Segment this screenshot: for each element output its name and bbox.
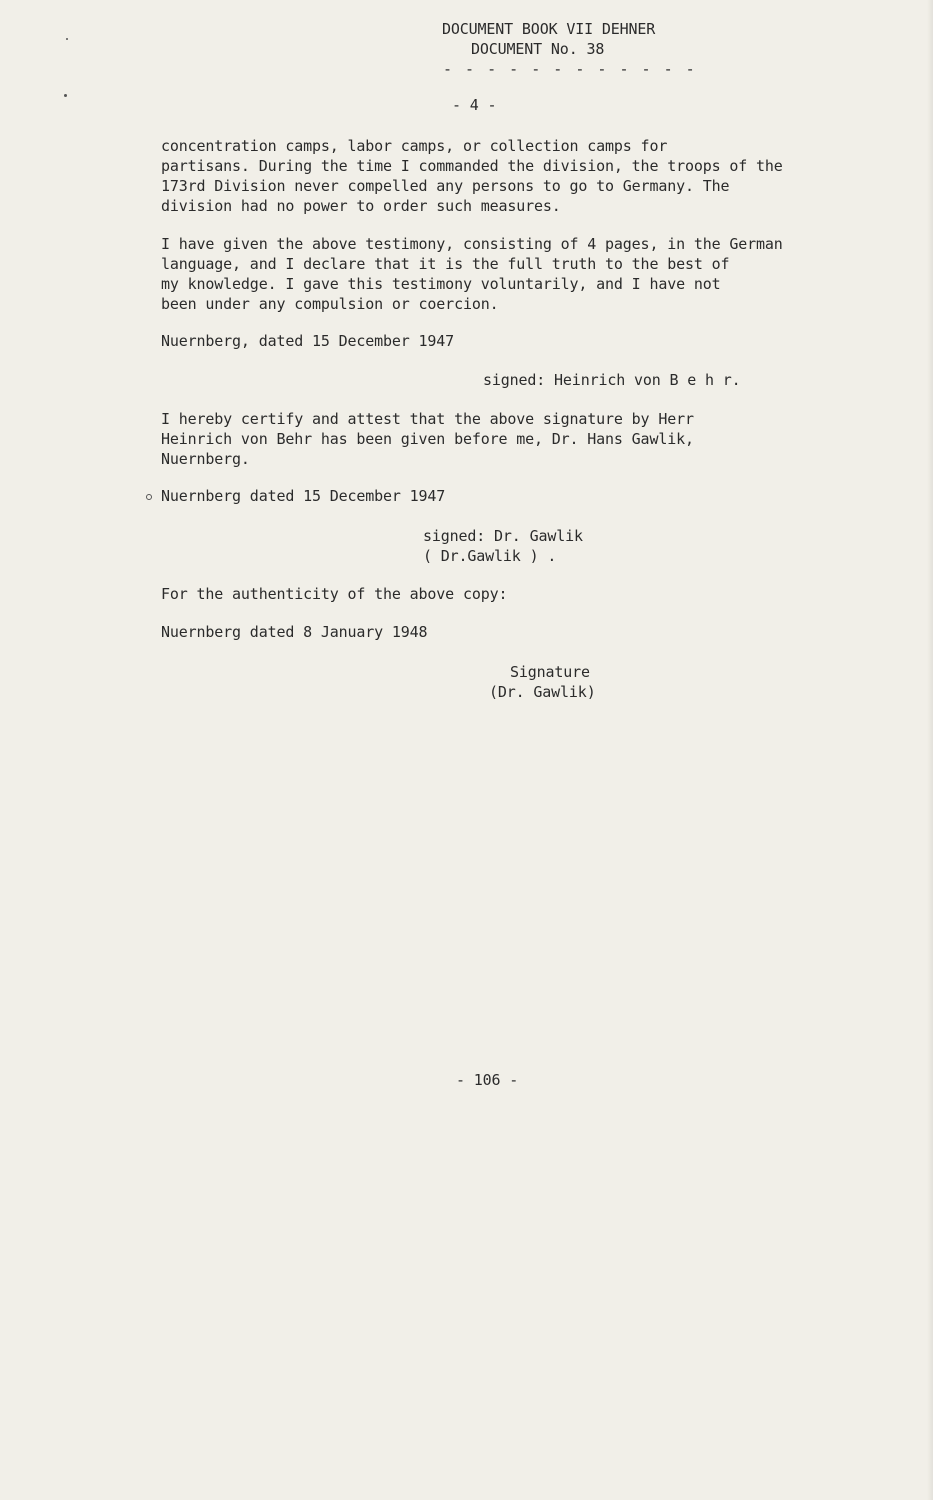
text-line: my knowledge. I gave this testimony voluntarily, and I have not — [161, 275, 721, 293]
text-line: I hereby certify and attest that the above signature by Herr — [161, 410, 694, 428]
scan-speck — [66, 38, 68, 40]
scan-speck — [146, 494, 152, 500]
header-rule: - - - - - - - - - - - - — [443, 60, 697, 78]
place-date-3: Nuernberg dated 8 January 1948 — [161, 623, 428, 641]
page-edge-shadow — [927, 0, 933, 1500]
signature-gawlik-line1: signed: Dr. Gawlik — [423, 527, 583, 545]
page-marker: - 4 - — [452, 96, 497, 114]
text-line: Nuernberg. — [161, 450, 250, 468]
signature-behr: signed: Heinrich von B e h r. — [483, 371, 741, 389]
place-date-2: Nuernberg dated 15 December 1947 — [161, 487, 446, 505]
signature-name: (Dr. Gawlik) — [489, 683, 596, 701]
text-line: concentration camps, labor camps, or collection camps for — [161, 137, 668, 155]
scan-speck — [64, 94, 67, 97]
text-line: 173rd Division never compelled any persons to go to Germany. The — [161, 177, 730, 195]
place-date-1: Nuernberg, dated 15 December 1947 — [161, 332, 455, 350]
header-document-book: DOCUMENT BOOK VII DEHNER — [442, 20, 656, 38]
text-line: partisans. During the time I commanded the division, the troops of the — [161, 157, 783, 175]
text-line: Heinrich von Behr has been given before me, Dr. Hans Gawlik, — [161, 430, 694, 448]
header-document-number: DOCUMENT No. 38 — [471, 40, 605, 58]
text-line: division had no power to order such measures. — [161, 197, 561, 215]
signature-gawlik-line2: ( Dr.Gawlik ) . — [423, 547, 557, 565]
authenticity-statement: For the authenticity of the above copy: — [161, 585, 508, 603]
text-line: I have given the above testimony, consisting of 4 pages, in the German — [161, 235, 783, 253]
signature-label: Signature — [510, 663, 590, 681]
text-line: language, and I declare that it is the full truth to the best of — [161, 255, 730, 273]
text-line: been under any compulsion or coercion. — [161, 295, 499, 313]
footer-page-number: - 106 - — [456, 1071, 519, 1089]
